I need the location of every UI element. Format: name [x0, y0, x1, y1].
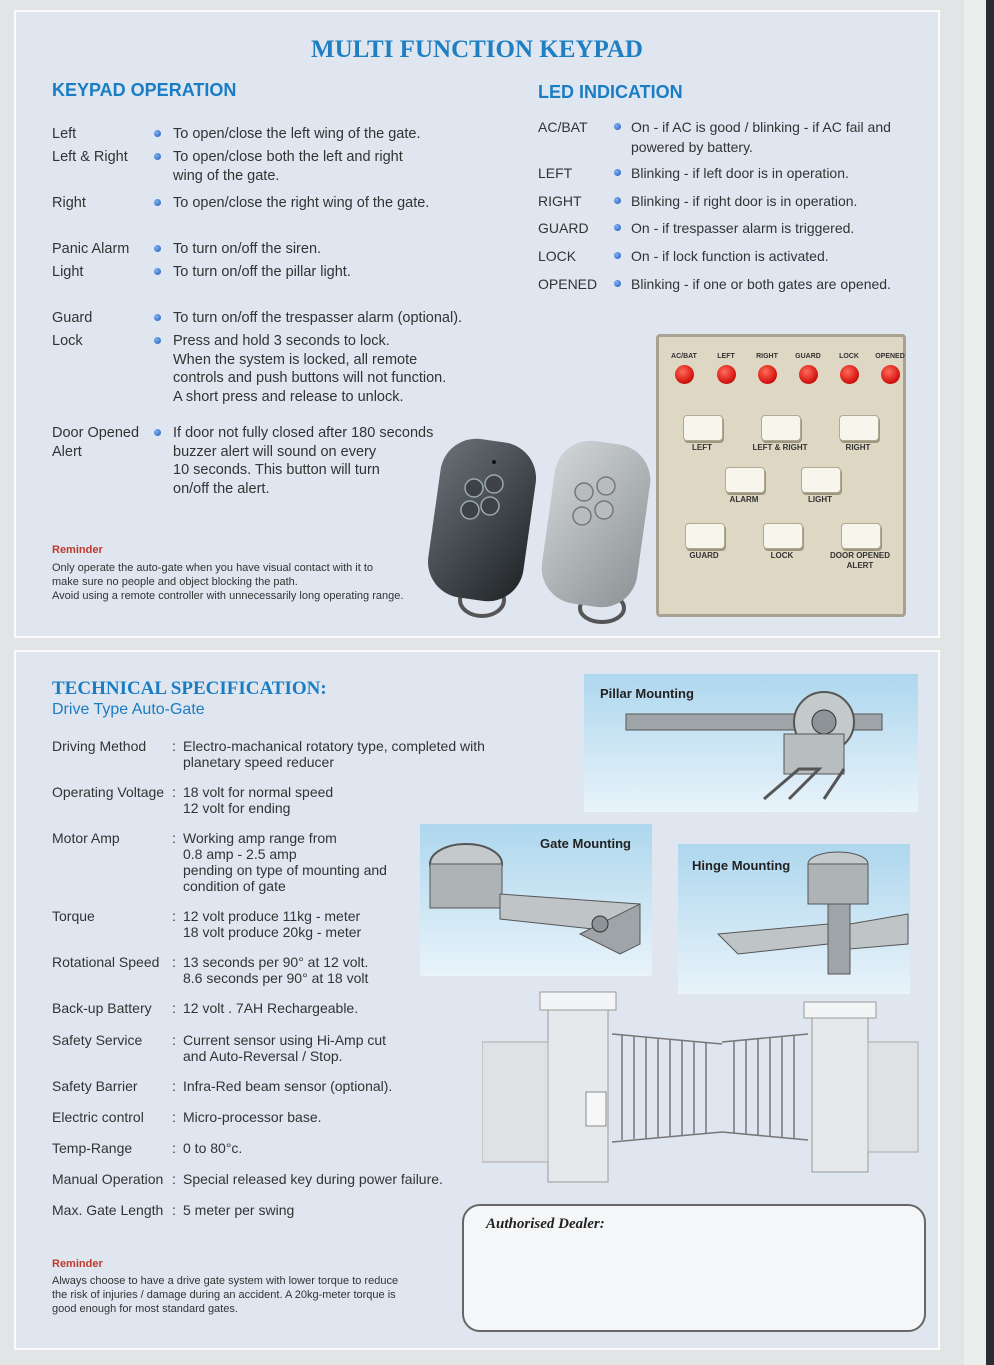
bullet-icon: [614, 169, 621, 176]
tech-spec-label: Back-up Battery: [52, 1000, 152, 1016]
tech-spec-value: [183, 954, 368, 986]
tech-spec-value: [183, 1171, 443, 1187]
tech-spec-label: Safety Barrier: [52, 1078, 138, 1094]
led-indication-label: [538, 117, 588, 137]
text-line: powered by battery.: [631, 139, 753, 155]
reminder-line: Always choose to have a drive gate system with lower torque to reduce: [52, 1275, 399, 1287]
keypad-led-label: OPENED: [875, 353, 905, 360]
colon-separator: :: [172, 954, 176, 970]
text-line: planetary speed reducer: [183, 754, 334, 770]
keypad-operation-heading: KEYPAD OPERATION: [52, 80, 237, 100]
tech-spec-value: [183, 738, 485, 770]
tech-spec-value: [183, 1202, 294, 1218]
tech-spec-value: [183, 1000, 358, 1016]
colon-separator: :: [172, 784, 176, 800]
remote-controls-image: [412, 420, 662, 630]
label-line: Left: [52, 126, 77, 142]
label-line: ALARM: [729, 495, 759, 504]
pillar-mounting-image: [584, 674, 918, 812]
tech-spec-label: Driving Method: [52, 738, 147, 754]
label-line: Panic Alarm: [52, 241, 130, 257]
page-edge-shadow: [986, 0, 994, 1365]
keypad-button[interactable]: [725, 467, 765, 493]
text-line: 0 to 80°c.: [183, 1140, 243, 1156]
tech-spec-subheading: Drive Type Auto-Gate: [52, 701, 205, 718]
colon-separator: :: [172, 908, 176, 924]
led-indication-label: [538, 246, 576, 266]
text-line: To turn on/off the pillar light.: [173, 264, 351, 280]
keypad-button-label: [813, 443, 903, 453]
text-line: pending on type of mounting and: [183, 862, 387, 878]
label-line: LEFT: [538, 165, 573, 181]
led-indication-label: [538, 218, 589, 238]
gate-illustration: [482, 982, 932, 1192]
label-line: Lock: [52, 333, 83, 349]
text-line: A short press and release to unlock.: [173, 388, 404, 405]
keypad-operation-text: [173, 240, 321, 259]
tech-spec-label: Torque: [52, 908, 95, 924]
reminder-heading: Reminder: [52, 544, 103, 556]
text-line: on/off the alert.: [173, 480, 270, 497]
keypad-operation-text: [173, 309, 462, 328]
tech-spec-value: [183, 1032, 386, 1064]
led-indication-heading: LED INDICATION: [538, 82, 683, 102]
tech-spec-label: Operating Voltage: [52, 784, 165, 800]
colon-separator: :: [172, 1171, 176, 1187]
keypad-operation-label: [52, 240, 129, 259]
authorised-dealer-label: Authorised Dealer:: [486, 1216, 605, 1232]
keypad-button[interactable]: [685, 523, 725, 549]
label-line: Alert: [52, 443, 82, 460]
text-line: Micro-processor base.: [183, 1109, 322, 1125]
text-line: 8.6 seconds per 90° at 18 volt: [183, 970, 369, 986]
hinge-mounting-label: Hinge Mounting: [692, 858, 791, 873]
led-indication-text: [631, 163, 849, 183]
keypad-led-label: LEFT: [717, 353, 735, 360]
label-line: GUARD: [689, 551, 719, 560]
text-line: If door not fully closed after 180 seconds: [173, 425, 434, 441]
led-indication-label: [538, 274, 597, 294]
colon-separator: :: [172, 1202, 176, 1218]
led-indicator-icon: [675, 365, 694, 384]
text-line: When the system is locked, all remote: [173, 351, 418, 368]
text-line: wing of the gate.: [173, 167, 280, 184]
label-line: GUARD: [538, 220, 589, 236]
text-line: Blinking - if left door is in operation.: [631, 165, 849, 181]
label-line: AC/BAT: [538, 119, 588, 135]
led-indicator-icon: [758, 365, 777, 384]
led-indication-label: [538, 163, 572, 183]
reminder-text: [52, 1274, 398, 1316]
keypad-operation-label: [52, 194, 86, 213]
led-indication-text: [631, 218, 854, 238]
keypad-led-label: RIGHT: [756, 353, 778, 360]
keypad-operation-text: [173, 263, 351, 282]
keypad-led-label: GUARD: [795, 353, 821, 360]
page-title: MULTI FUNCTION KEYPAD: [311, 36, 643, 63]
text-line: On - if lock function is activated.: [631, 248, 829, 264]
keypad-operation-label: [52, 424, 139, 461]
text-line: 13 seconds per 90° at 12 volt.: [183, 954, 369, 970]
keypad-button[interactable]: [801, 467, 841, 493]
text-line: On - if trespasser alarm is triggered.: [631, 220, 855, 236]
keypad-button[interactable]: [763, 523, 803, 549]
tech-spec-value: [183, 1140, 242, 1156]
keypad-operation-text: [173, 424, 433, 498]
tech-spec-label: Rotational Speed: [52, 954, 160, 970]
text-line: Blinking - if right door is in operation.: [631, 193, 858, 209]
led-indicator-icon: [881, 365, 900, 384]
tech-spec-value: [183, 830, 387, 894]
bullet-icon: [154, 268, 161, 275]
keypad-operation-label: [52, 125, 76, 144]
text-line: 18 volt for normal speed: [183, 784, 334, 800]
bullet-icon: [154, 429, 161, 436]
keypad-button-label: [735, 443, 825, 453]
text-line: buzzer alert will sound on every: [173, 443, 377, 460]
keypad-operation-text: [173, 332, 446, 406]
led-indicator-icon: [840, 365, 859, 384]
text-line: To turn on/off the siren.: [173, 241, 322, 257]
led-indication-text: [631, 274, 891, 294]
tech-spec-value: [183, 1078, 392, 1094]
reminder-line: Only operate the auto-gate when you have visual contact with it to: [52, 562, 374, 574]
keypad-button-label: [775, 495, 865, 505]
tech-spec-value: [183, 1109, 322, 1125]
colon-separator: :: [172, 738, 176, 754]
label-line: Door Opened: [52, 425, 140, 441]
label-line: ALERT: [846, 561, 874, 570]
tech-spec-label: Max. Gate Length: [52, 1202, 164, 1218]
colon-separator: :: [172, 1000, 176, 1016]
keypad-button[interactable]: [839, 415, 879, 441]
label-line: DOOR OPENED: [829, 551, 890, 560]
colon-separator: :: [172, 830, 176, 846]
text-line: To open/close the left wing of the gate.: [173, 126, 421, 142]
keypad-panel-section: [14, 10, 940, 638]
text-line: and Auto-Reversal / Stop.: [183, 1048, 343, 1064]
keypad-led-label: LOCK: [839, 353, 859, 360]
keypad-button-label: [737, 551, 827, 561]
text-line: On - if AC is good / blinking - if AC fail and: [631, 119, 891, 135]
label-line: OPENED: [538, 276, 598, 292]
bullet-icon: [154, 314, 161, 321]
bullet-icon: [154, 337, 161, 344]
label-line: RIGHT: [845, 443, 871, 452]
keypad-operation-text: [173, 125, 420, 144]
colon-separator: :: [172, 1140, 176, 1156]
tech-spec-value: [183, 908, 361, 940]
pillar-mounting-label: Pillar Mounting: [600, 686, 694, 701]
bullet-icon: [154, 153, 161, 160]
bullet-icon: [614, 224, 621, 231]
text-line: 5 meter per swing: [183, 1202, 295, 1218]
gate-mounting-label: Gate Mounting: [540, 836, 631, 851]
bullet-icon: [614, 252, 621, 259]
keypad-illustration: [656, 334, 906, 617]
tech-spec-label: Safety Service: [52, 1032, 143, 1048]
led-indication-text: [631, 117, 891, 157]
led-indicator-icon: [717, 365, 736, 384]
text-line: Electro-machanical rotatory type, completed with: [183, 738, 485, 754]
bullet-icon: [614, 280, 621, 287]
tech-spec-label: Motor Amp: [52, 830, 120, 846]
tech-spec-heading: TECHNICAL SPECIFICATION:: [52, 678, 327, 699]
keypad-operation-label: [52, 148, 128, 167]
label-line: LEFT: [692, 443, 712, 452]
text-line: condition of gate: [183, 878, 286, 894]
text-line: To open/close both the left and right: [173, 149, 403, 165]
text-line: Special released key during power failure.: [183, 1171, 443, 1187]
reminder-line: Avoid using a remote controller with unnecessarily long operating range.: [52, 590, 404, 602]
colon-separator: :: [172, 1109, 176, 1125]
keypad-operation-label: [52, 309, 92, 328]
keypad-button[interactable]: [841, 523, 881, 549]
bullet-icon: [154, 130, 161, 137]
text-line: Current sensor using Hi-Amp cut: [183, 1032, 387, 1048]
text-line: 0.8 amp - 2.5 amp: [183, 846, 297, 862]
label-line: LEFT & RIGHT: [752, 443, 808, 452]
keypad-button-label: [815, 551, 905, 571]
keypad-button[interactable]: [761, 415, 801, 441]
label-line: LIGHT: [808, 495, 832, 504]
keypad-button-label: [657, 443, 747, 453]
led-indication-label: [538, 191, 582, 211]
text-line: To turn on/off the trespasser alarm (optional).: [173, 310, 463, 326]
label-line: LOCK: [770, 551, 794, 560]
text-line: Press and hold 3 seconds to lock.: [173, 333, 390, 349]
colon-separator: :: [172, 1032, 176, 1048]
led-indication-text: [631, 191, 857, 211]
bullet-icon: [614, 197, 621, 204]
bullet-icon: [614, 123, 621, 130]
bullet-icon: [154, 199, 161, 206]
label-line: Light: [52, 264, 84, 280]
text-line: 12 volt produce 11kg - meter: [183, 908, 361, 924]
text-line: To open/close the right wing of the gate.: [173, 195, 430, 211]
reminder-line: good enough for most standard gates.: [52, 1303, 238, 1315]
label-line: Guard: [52, 310, 93, 326]
keypad-operation-text: [173, 194, 429, 213]
keypad-operation-label: [52, 263, 83, 282]
text-line: 10 seconds. This button will turn: [173, 462, 380, 478]
text-line: Working amp range from: [183, 830, 337, 846]
hinge-mounting-image: [678, 844, 910, 994]
keypad-operation-label: [52, 332, 83, 351]
text-line: Infra-Red beam sensor (optional).: [183, 1078, 393, 1094]
keypad-button-label: [659, 551, 749, 561]
label-line: Left & Right: [52, 149, 128, 165]
reminder-text: [52, 561, 403, 603]
led-indicator-icon: [799, 365, 818, 384]
label-line: RIGHT: [538, 193, 582, 209]
tech-spec-label: Manual Operation: [52, 1171, 164, 1187]
reminder-heading: Reminder: [52, 1258, 103, 1270]
tech-spec-label: Electric control: [52, 1109, 144, 1125]
tech-spec-value: [183, 784, 333, 816]
text-line: 18 volt produce 20kg - meter: [183, 924, 362, 940]
authorised-dealer-box: [462, 1204, 926, 1332]
led-indication-text: [631, 246, 829, 266]
technical-specification-section: [14, 650, 940, 1350]
keypad-led-label: AC/BAT: [671, 353, 697, 360]
text-line: 12 volt . 7AH Rechargeable.: [183, 1000, 359, 1016]
label-line: Right: [52, 195, 86, 211]
text-line: 12 volt for ending: [183, 800, 291, 816]
bullet-icon: [154, 245, 161, 252]
colon-separator: :: [172, 1078, 176, 1094]
tech-spec-label: Temp-Range: [52, 1140, 133, 1156]
keypad-operation-text: [173, 148, 403, 185]
reminder-line: make sure no people and object blocking the path.: [52, 576, 298, 588]
text-line: controls and push buttons will not function.: [173, 370, 447, 386]
text-line: Blinking - if one or both gates are opened.: [631, 276, 891, 292]
reminder-line: the risk of injuries / damage during an accident. A 20kg-meter torque is: [52, 1289, 396, 1301]
label-line: LOCK: [538, 248, 577, 264]
gate-mounting-image: [420, 824, 652, 976]
keypad-button[interactable]: [683, 415, 723, 441]
